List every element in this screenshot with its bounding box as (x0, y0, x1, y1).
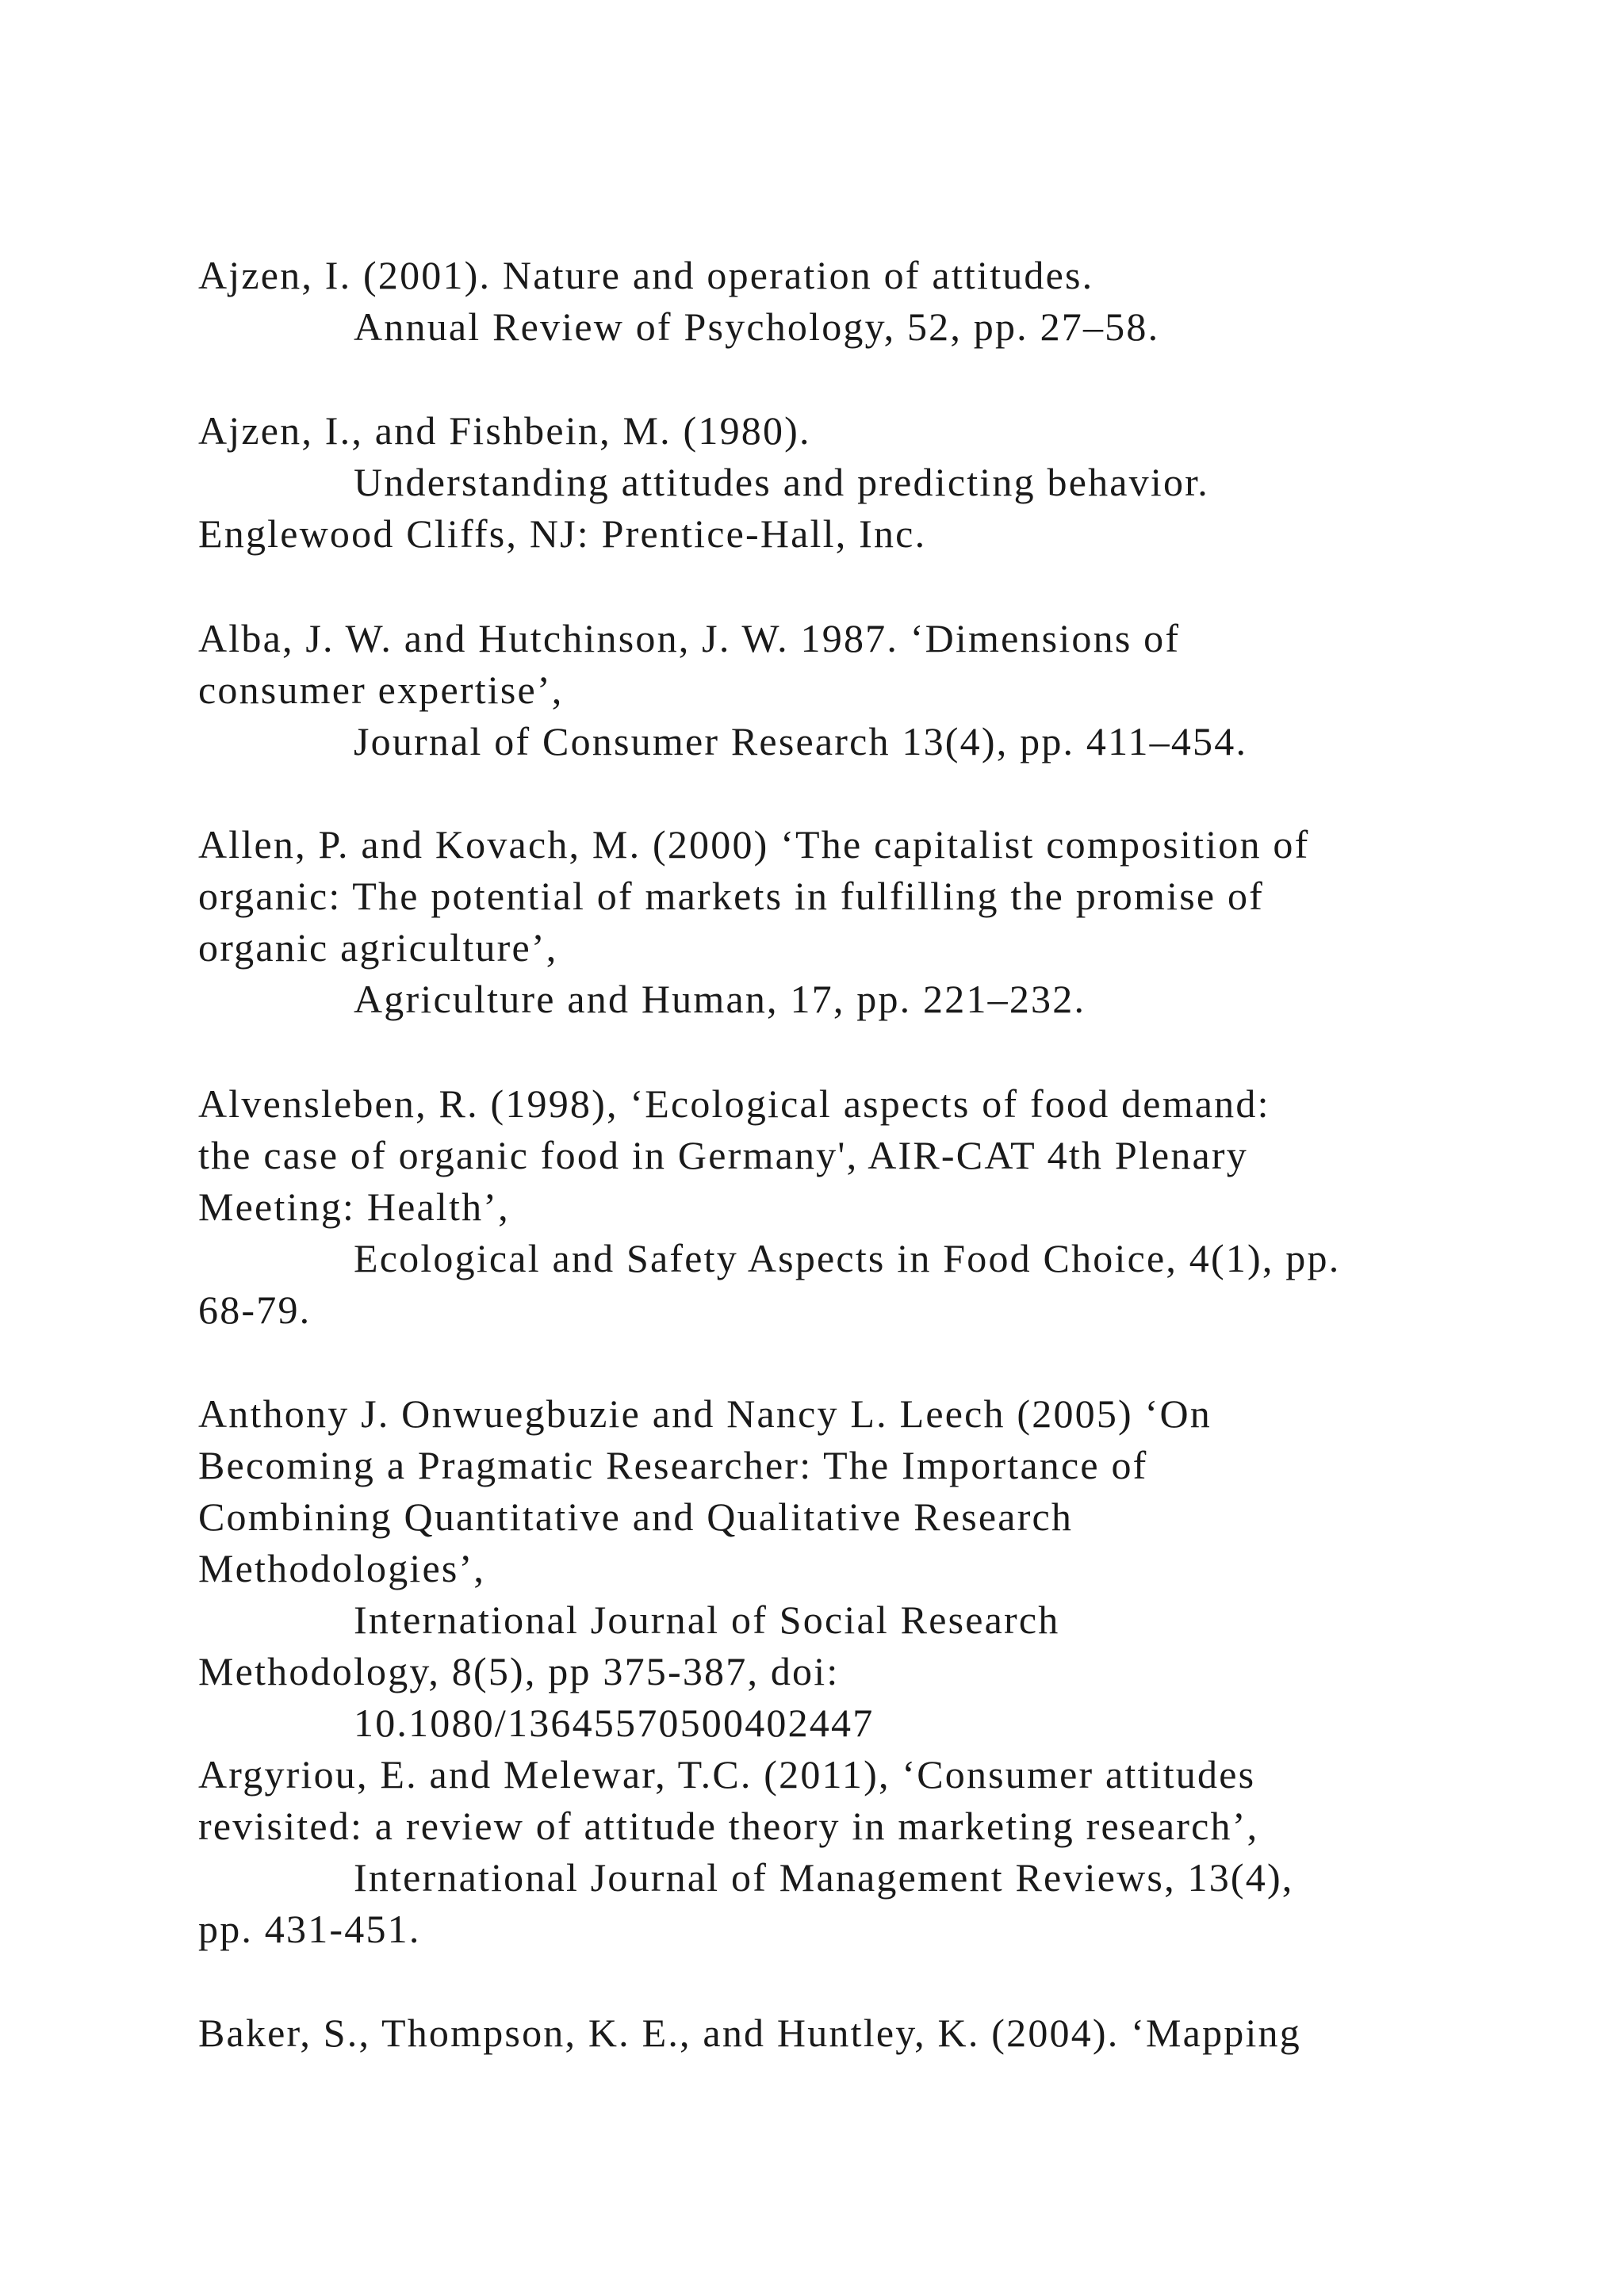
reference-line: Methodology, 8(5), pp 375-387, doi: (198, 1649, 840, 1693)
reference-line: the case of organic food in Germany', AIR-CAT 4th Plenary (198, 1133, 1248, 1177)
reference-line: organic agriculture’, (198, 925, 558, 970)
reference-line: revisited: a review of attitude theory in marketing research’, (198, 1804, 1259, 1848)
reference-line: Ajzen, I. (2001). Nature and operation of attitudes. (198, 253, 1094, 297)
reference-line: Combining Quantitative and Qualitative Research (198, 1494, 1074, 1539)
reference-line: pp. 431-451. (198, 1907, 421, 1951)
reference-line: 10.1080/13645570500402447 (354, 1701, 875, 1745)
reference-line: Agriculture and Human, 17, pp. 221–232. (354, 977, 1086, 1021)
reference-line: Methodologies’, (198, 1546, 486, 1590)
reference-line: Argyriou, E. and Melewar, T.C. (2011), ‘Consumer attitudes (198, 1752, 1256, 1797)
reference-line: Englewood Cliffs, NJ: Prentice-Hall, Inc. (198, 511, 927, 556)
reference-line: Becoming a Pragmatic Researcher: The Importance of (198, 1443, 1148, 1487)
reference-line: International Journal of Management Reviews, 13(4), (354, 1855, 1294, 1900)
reference-line: Ajzen, I., and Fishbein, M. (1980). (198, 408, 811, 453)
reference-line: Ecological and Safety Aspects in Food Choice, 4(1), pp. (354, 1236, 1341, 1280)
reference-line: consumer expertise’, (198, 668, 564, 712)
reference-line: Anthony J. Onwuegbuzie and Nancy L. Leech (2005) ‘On (198, 1391, 1212, 1436)
reference-line: Journal of Consumer Research 13(4), pp. 411–454. (354, 719, 1248, 763)
reference-line: Baker, S., Thompson, K. E., and Huntley, K. (2004). ‘Mapping (198, 2011, 1301, 2055)
reference-line: Understanding attitudes and predicting behavior. (354, 460, 1209, 504)
reference-line: International Journal of Social Research (354, 1598, 1060, 1642)
reference-line: 68-79. (198, 1288, 312, 1332)
reference-line: Allen, P. and Kovach, M. (2000) ‘The capitalist composition of (198, 822, 1310, 867)
reference-line: organic: The potential of markets in fulfilling the promise of (198, 874, 1264, 918)
reference-line: Alba, J. W. and Hutchinson, J. W. 1987. ‘Dimensions of (198, 616, 1181, 660)
reference-line: Annual Review of Psychology, 52, pp. 27–58. (354, 304, 1160, 349)
reference-line: Alvensleben, R. (1998), ‘Ecological aspects of food demand: (198, 1081, 1270, 1126)
reference-line: Meeting: Health’, (198, 1184, 510, 1229)
